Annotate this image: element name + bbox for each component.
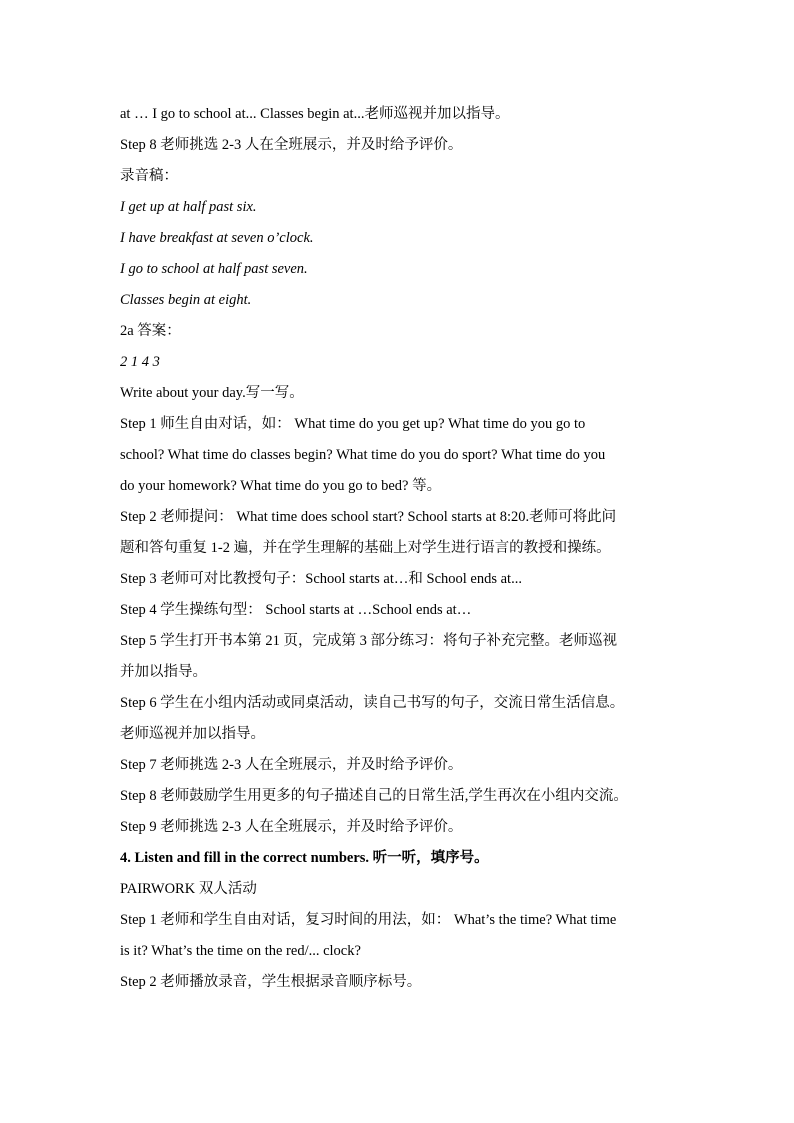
text-line: Step 2 老师提问： What time does school start? School starts at 8:20.老师可将此问 (120, 509, 617, 525)
text-line: do your homework? What time do you go to bed? 等。 (120, 478, 442, 494)
transcript-line: Classes begin at eight. (120, 292, 252, 308)
text-line: Step 1 老师和学生自由对话，复习时间的用法，如： What’s the time? What time (120, 912, 617, 928)
transcript-line: I go to school at half past seven. (120, 261, 308, 277)
text-line: 并加以指导。 (120, 664, 207, 680)
transcript-line: I have breakfast at seven o’clock. (120, 230, 314, 246)
text-line: Step 8 老师鼓励学生用更多的句子描述自己的日常生活,学生再次在小组内交流。 (120, 788, 628, 804)
section-label: PAIRWORK 双人活动 (120, 881, 257, 897)
text-line: Step 9 老师挑选 2-3 人在全班展示，并及时给予评价。 (120, 819, 463, 835)
text-line: Step 4 学生操练句型： School starts at …School ends at… (120, 602, 472, 618)
transcript-line: I get up at half past six. (120, 199, 257, 215)
text-line: at … I go to school at... Classes begin at...老师巡视并加以指导。 (120, 106, 510, 122)
text-line: Step 5 学生打开书本第 21 页，完成第 3 部分练习：将句子补充完整。老师巡视 (120, 633, 618, 649)
text-line: Step 2 老师播放录音，学生根据录音顺序标号。 (120, 974, 422, 990)
text-line: Step 7 老师挑选 2-3 人在全班展示，并及时给予评价。 (120, 757, 463, 773)
text-line: Step 8 老师挑选 2-3 人在全班展示，并及时给予评价。 (120, 137, 463, 153)
text-line: Step 3 老师可对比教授句子：School starts at…和 School ends at... (120, 571, 522, 587)
text-line: is it? What’s the time on the red/... clock? (120, 943, 361, 959)
document-body (120, 99, 690, 998)
text-line: 题和答句重复 1-2 遍，并在学生理解的基础上对学生进行语言的教授和操练。 (120, 540, 611, 556)
text-line: Step 1 师生自由对话，如： What time do you get up? What time do you go to (120, 416, 586, 432)
section-label: 2a 答案： (120, 323, 181, 339)
section-heading: 4. Listen and fill in the correct numbers. 听一听，填序号。 (120, 850, 489, 866)
text-line: school? What time do classes begin? What time do you do sport? What time do you (120, 447, 606, 463)
text-line: Step 6 学生在小组内活动或同桌活动，读自己书写的句子，交流日常生活信息。 (120, 695, 625, 711)
section-label: 录音稿： (120, 168, 178, 184)
answer-line: 2 1 4 3 (120, 354, 160, 370)
section-heading: Write about your day.写一写。 (120, 385, 304, 401)
text-line: 老师巡视并加以指导。 (120, 726, 265, 742)
